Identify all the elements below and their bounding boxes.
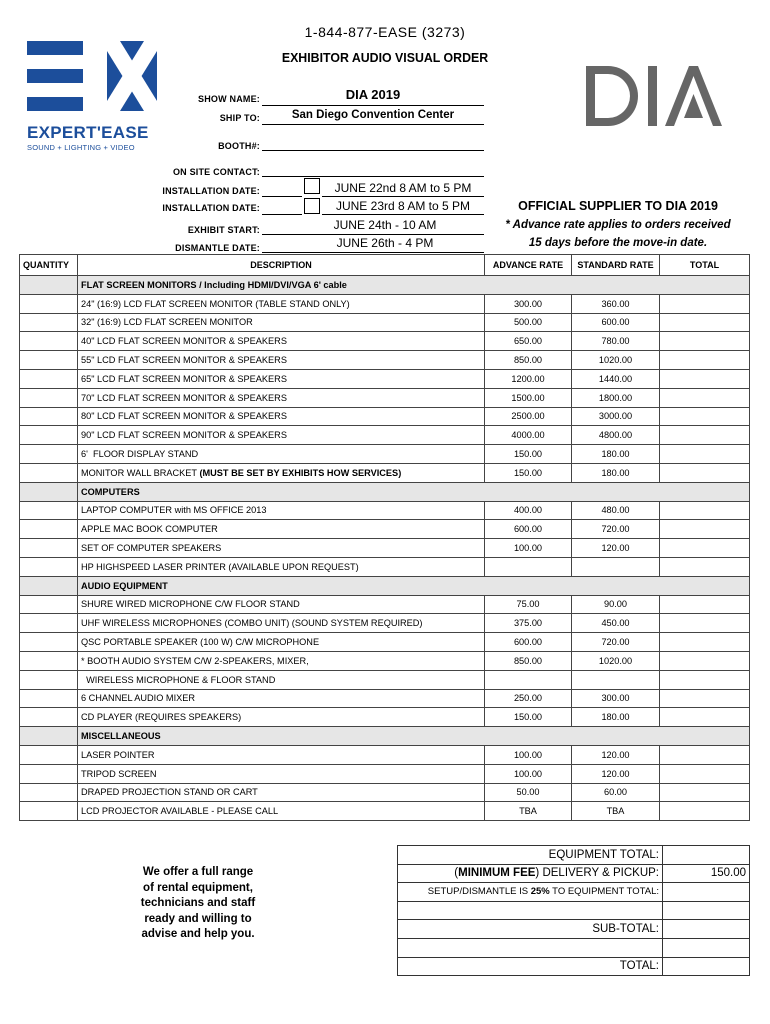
advance-rate-cell: 300.00 (485, 294, 572, 313)
install-date-line-2 (262, 199, 302, 215)
description-cell (78, 764, 485, 783)
category-row (20, 727, 750, 746)
advance-rate-cell: 600.00 (485, 520, 572, 539)
blank-value[interactable] (663, 938, 750, 957)
table-row (20, 369, 750, 388)
table-row (20, 651, 750, 670)
quantity-cell[interactable] (20, 670, 78, 689)
advance-rate-note-1: * Advance rate applies to orders received (505, 219, 731, 231)
standard-rate-cell: 1020.00 (572, 651, 660, 670)
standard-rate-cell: TBA (572, 802, 660, 821)
description-cell (78, 557, 485, 576)
total-cell[interactable] (660, 708, 750, 727)
official-supplier-title: OFFICIAL SUPPLIER TO DIA 2019 (518, 199, 718, 213)
install-date-line-1 (262, 181, 302, 197)
table-row (20, 539, 750, 558)
advance-rate-cell: 4000.00 (485, 426, 572, 445)
standard-rate-cell (572, 557, 660, 576)
standard-rate-cell: 180.00 (572, 708, 660, 727)
standard-rate-cell: 180.00 (572, 445, 660, 464)
quantity-cell[interactable] (20, 689, 78, 708)
table-row (20, 633, 750, 652)
standard-rate-cell: 780.00 (572, 332, 660, 351)
total-cell[interactable] (660, 520, 750, 539)
ship-to-label: SHIP TO: (219, 113, 260, 123)
description-text: 40" LCD FLAT SCREEN MONITOR & SPEAKERS (81, 336, 287, 347)
delivery-value[interactable]: 150.00 (663, 864, 750, 883)
description-cell (78, 313, 485, 332)
quantity-cell[interactable] (20, 388, 78, 407)
installation-date-label: INSTALLATION DATE: (162, 186, 260, 196)
booth-label: BOOTH#: (218, 141, 260, 151)
description-text: 32" (16:9) LCD FLAT SCREEN MONITOR (81, 317, 253, 328)
description-cell (78, 651, 485, 670)
dismantle-date-field (262, 236, 484, 253)
quantity-cell[interactable] (20, 539, 78, 558)
category-spacer (20, 576, 78, 595)
description-text: MONITOR WALL BRACKET (81, 467, 200, 478)
total-cell[interactable] (660, 388, 750, 407)
description-text: UHF WIRELESS MICROPHONES (COMBO UNIT) (SOUND SYSTEM REQUIRED) (81, 618, 423, 629)
quantity-cell[interactable] (20, 520, 78, 539)
total-cell[interactable] (660, 445, 750, 464)
description-cell (78, 539, 485, 558)
blank-value[interactable] (663, 901, 750, 920)
description-cell (78, 670, 485, 689)
expertease-tagline: SOUND + LIGHTING + VIDEO (27, 143, 135, 152)
total-cell[interactable] (660, 764, 750, 783)
standard-rate-cell: 1020.00 (572, 351, 660, 370)
grand-total-value[interactable] (663, 957, 750, 976)
blank-row (398, 938, 750, 957)
total-cell[interactable] (660, 745, 750, 764)
offer-line: advise and help you. (141, 928, 255, 940)
totals-table (397, 845, 750, 976)
setup-label (398, 883, 663, 902)
description-cell (78, 614, 485, 633)
total-cell[interactable] (660, 369, 750, 388)
dismantle-date-value: JUNE 26th - 4 PM (336, 236, 434, 250)
dia-logo (582, 60, 722, 137)
advance-rate-cell (485, 670, 572, 689)
equipment-total-row (398, 846, 750, 865)
total-cell[interactable] (660, 651, 750, 670)
advance-rate-cell: 150.00 (485, 445, 572, 464)
description-text: 55" LCD FLAT SCREEN MONITOR & SPEAKERS (81, 355, 287, 366)
phone-number: 1-844-877-EASE (3273) (304, 24, 466, 40)
advance-rate-cell: 400.00 (485, 501, 572, 520)
description-text: 24" (16:9) LCD FLAT SCREEN MONITOR (TABLE STAND ONLY) (81, 298, 350, 309)
description-text: APPLE MAC BOOK COMPUTER (81, 524, 218, 535)
exhibit-start-value: JUNE 24th - 10 AM (333, 218, 437, 232)
dia-logo-icon (582, 60, 722, 132)
advance-rate-cell: 100.00 (485, 764, 572, 783)
expertease-name: EXPERT'EASE (27, 123, 149, 142)
total-cell[interactable] (660, 313, 750, 332)
description-header: DESCRIPTION (78, 255, 485, 276)
total-cell[interactable] (660, 595, 750, 614)
exhibit-start-field (262, 218, 484, 235)
total-cell[interactable] (660, 783, 750, 802)
description-text: HP HIGHSPEED LASER PRINTER (AVAILABLE UPON REQUEST) (81, 561, 359, 572)
blank-cell (398, 901, 663, 920)
total-cell[interactable] (660, 670, 750, 689)
subtotal-row (398, 920, 750, 939)
description-cell (78, 802, 485, 821)
total-cell[interactable] (660, 463, 750, 482)
quantity-cell[interactable] (20, 426, 78, 445)
offer-line: ready and willing to (144, 912, 252, 925)
description-text: CD PLAYER (REQUIRES SPEAKERS) (81, 712, 242, 723)
standard-rate-cell (572, 670, 660, 689)
description-cell (78, 463, 485, 482)
quantity-cell[interactable] (20, 595, 78, 614)
booth-field[interactable] (262, 134, 484, 151)
advance-rate-cell: 850.00 (485, 351, 572, 370)
standard-rate-cell: 1440.00 (572, 369, 660, 388)
subtotal-value[interactable] (663, 920, 750, 939)
delivery-row (398, 864, 750, 883)
description-cell (78, 351, 485, 370)
category-label: AUDIO EQUIPMENT (78, 576, 750, 595)
advance-rate-cell: TBA (485, 802, 572, 821)
subtotal-label: SUB-TOTAL: (398, 920, 663, 939)
table-row (20, 670, 750, 689)
description-text: 80" LCD FLAT SCREEN MONITOR & SPEAKERS (81, 411, 287, 422)
description-text: 6 CHANNEL AUDIO MIXER (81, 693, 196, 704)
show-name-field[interactable]: DIA 2019 (262, 87, 484, 106)
quantity-cell[interactable] (20, 783, 78, 802)
description-cell (78, 520, 485, 539)
table-row (20, 557, 750, 576)
quantity-cell[interactable] (20, 614, 78, 633)
ship-to-field[interactable]: San Diego Convention Center (262, 109, 484, 125)
standard-rate-cell: 180.00 (572, 463, 660, 482)
description-cell (78, 689, 485, 708)
description-text: QSC PORTABLE SPEAKER (100 W) C/W MICROPHONE (81, 637, 320, 648)
equipment-total-label: EQUIPMENT TOTAL: (398, 846, 663, 865)
description-cell (78, 332, 485, 351)
offer-text (128, 865, 268, 943)
advance-rate-cell: 100.00 (485, 539, 572, 558)
standard-rate-cell: 120.00 (572, 539, 660, 558)
table-row (20, 802, 750, 821)
delivery-label (398, 864, 663, 883)
table-row (20, 783, 750, 802)
total-cell[interactable] (660, 557, 750, 576)
category-label: MISCELLANEOUS (78, 727, 750, 746)
table-row (20, 445, 750, 464)
description-note: (MUST BE SET BY EXHIBITS HOW SERVICES) (199, 467, 402, 478)
total-cell[interactable] (660, 689, 750, 708)
order-table-body (20, 276, 750, 821)
standard-rate-cell: 300.00 (572, 689, 660, 708)
document-title: EXHIBITOR AUDIO VISUAL ORDER (281, 50, 489, 65)
description-cell (78, 501, 485, 520)
description-cell (78, 426, 485, 445)
standard-rate-cell: 3000.00 (572, 407, 660, 426)
grand-total-label: TOTAL: (398, 957, 663, 976)
description-text: * BOOTH AUDIO SYSTEM C/W 2-SPEAKERS, MIXER, (81, 655, 309, 666)
table-row (20, 595, 750, 614)
description-cell (78, 745, 485, 764)
description-text: 65" LCD FLAT SCREEN MONITOR & SPEAKERS (81, 373, 287, 384)
description-text: TRIPOD SCREEN (81, 768, 157, 779)
description-text: WIRELESS MICROPHONE & FLOOR STAND (81, 674, 276, 685)
standard-rate-cell: 4800.00 (572, 426, 660, 445)
table-row (20, 764, 750, 783)
installation-date-label-2: INSTALLATION DATE: (162, 203, 260, 213)
table-row (20, 745, 750, 764)
table-row (20, 332, 750, 351)
quantity-cell[interactable] (20, 557, 78, 576)
exhibit-start-label: EXHIBIT START: (187, 225, 260, 235)
advance-rate-cell: 500.00 (485, 313, 572, 332)
total-cell[interactable] (660, 501, 750, 520)
table-row (20, 426, 750, 445)
description-cell (78, 369, 485, 388)
category-row (20, 276, 750, 295)
setup-row (398, 883, 750, 902)
description-cell (78, 783, 485, 802)
install-option-1: JUNE 22nd 8 AM to 5 PM (322, 181, 484, 197)
minimum-fee-text: MINIMUM FEE (458, 867, 536, 880)
order-table (19, 254, 750, 821)
description-text: 6' FLOOR DISPLAY STAND (81, 449, 199, 460)
install-option-1-checkbox[interactable] (304, 178, 320, 194)
total-cell[interactable] (660, 426, 750, 445)
total-cell[interactable] (660, 294, 750, 313)
quantity-cell[interactable] (20, 501, 78, 520)
category-label: FLAT SCREEN MONITORS / Including HDMI/DVI/VGA 6' cable (78, 276, 750, 295)
total-cell[interactable] (660, 802, 750, 821)
total-cell[interactable] (660, 539, 750, 558)
description-cell (78, 445, 485, 464)
show-name-label: SHOW NAME: (198, 94, 260, 104)
description-text: LCD PROJECTOR AVAILABLE - PLEASE CALL (81, 806, 279, 817)
advance-rate-cell (485, 557, 572, 576)
quantity-cell[interactable] (20, 445, 78, 464)
advance-rate-cell: 375.00 (485, 614, 572, 633)
standard-rate-cell: 120.00 (572, 745, 660, 764)
delivery-label-pre: ( (454, 867, 459, 880)
quantity-cell[interactable] (20, 764, 78, 783)
equipment-total-value[interactable] (663, 846, 750, 865)
standard-rate-cell: 1800.00 (572, 388, 660, 407)
quantity-cell[interactable] (20, 802, 78, 821)
category-row (20, 576, 750, 595)
quantity-cell[interactable] (20, 463, 78, 482)
install-option-2: JUNE 23rd 8 AM to 5 PM (322, 199, 484, 215)
standard-rate-header: STANDARD RATE (572, 255, 660, 276)
description-text: LAPTOP COMPUTER with MS OFFICE 2013 (81, 505, 267, 516)
category-spacer (20, 276, 78, 295)
advance-rate-cell: 850.00 (485, 651, 572, 670)
advance-rate-cell: 150.00 (485, 463, 572, 482)
advance-rate-cell: 2500.00 (485, 407, 572, 426)
quantity-cell[interactable] (20, 708, 78, 727)
description-cell (78, 595, 485, 614)
table-row (20, 463, 750, 482)
quantity-cell[interactable] (20, 407, 78, 426)
setup-percent: 25% (530, 886, 550, 898)
expertease-logo (27, 41, 162, 153)
category-spacer (20, 482, 78, 501)
total-cell[interactable] (660, 633, 750, 652)
offer-line: of rental equipment, (143, 881, 253, 894)
quantity-cell[interactable] (20, 369, 78, 388)
description-cell (78, 407, 485, 426)
table-row (20, 351, 750, 370)
quantity-cell[interactable] (20, 294, 78, 313)
table-row (20, 294, 750, 313)
setup-label-post: TO EQUIPMENT TOTAL: (549, 886, 659, 898)
quantity-cell[interactable] (20, 651, 78, 670)
table-row (20, 708, 750, 727)
description-cell (78, 294, 485, 313)
standard-rate-cell: 720.00 (572, 520, 660, 539)
description-text: 90" LCD FLAT SCREEN MONITOR & SPEAKERS (81, 430, 287, 441)
advance-rate-cell: 250.00 (485, 689, 572, 708)
quantity-cell[interactable] (20, 351, 78, 370)
advance-rate-header: ADVANCE RATE (485, 255, 572, 276)
standard-rate-cell: 90.00 (572, 595, 660, 614)
standard-rate-cell: 480.00 (572, 501, 660, 520)
standard-rate-cell: 60.00 (572, 783, 660, 802)
total-cell[interactable] (660, 351, 750, 370)
standard-rate-cell: 720.00 (572, 633, 660, 652)
description-text: DRAPED PROJECTION STAND OR CART (81, 787, 258, 798)
onsite-contact-label: ON SITE CONTACT: (172, 167, 260, 177)
description-cell (78, 708, 485, 727)
advance-rate-cell: 1200.00 (485, 369, 572, 388)
grand-total-row (398, 957, 750, 976)
advance-rate-cell: 100.00 (485, 745, 572, 764)
dismantle-date-label: DISMANTLE DATE: (175, 243, 260, 253)
advance-rate-cell: 50.00 (485, 783, 572, 802)
blank-row (398, 901, 750, 920)
blank-cell (398, 938, 663, 957)
quantity-header: QUANTITY (20, 255, 78, 276)
description-cell (78, 388, 485, 407)
offer-line: We offer a full range (142, 866, 254, 878)
table-row (20, 614, 750, 633)
total-cell[interactable] (660, 407, 750, 426)
quantity-cell[interactable] (20, 332, 78, 351)
description-cell (78, 633, 485, 652)
onsite-contact-field[interactable] (262, 161, 484, 177)
table-row (20, 407, 750, 426)
setup-label-pre: SETUP/DISMANTLE IS (427, 886, 531, 898)
table-header-row (20, 255, 750, 276)
category-row (20, 482, 750, 501)
total-header: TOTAL (660, 255, 750, 276)
advance-rate-cell: 600.00 (485, 633, 572, 652)
quantity-cell[interactable] (20, 633, 78, 652)
standard-rate-cell: 600.00 (572, 313, 660, 332)
category-label: COMPUTERS (78, 482, 750, 501)
description-text: LASER POINTER (81, 749, 155, 760)
table-row (20, 313, 750, 332)
category-spacer (20, 727, 78, 746)
setup-value[interactable] (663, 883, 750, 902)
install-option-2-checkbox[interactable] (304, 198, 320, 214)
description-text: 70" LCD FLAT SCREEN MONITOR & SPEAKERS (81, 392, 287, 403)
delivery-label-post: ) DELIVERY & PICKUP: (535, 867, 659, 880)
advance-rate-cell: 150.00 (485, 708, 572, 727)
total-cell[interactable] (660, 332, 750, 351)
table-row (20, 501, 750, 520)
quantity-cell[interactable] (20, 313, 78, 332)
standard-rate-cell: 120.00 (572, 764, 660, 783)
description-text: SHURE WIRED MICROPHONE C/W FLOOR STAND (81, 599, 300, 610)
advance-rate-cell: 650.00 (485, 332, 572, 351)
quantity-cell[interactable] (20, 745, 78, 764)
total-cell[interactable] (660, 614, 750, 633)
standard-rate-cell: 360.00 (572, 294, 660, 313)
table-row (20, 520, 750, 539)
advance-rate-note-2: 15 days before the move-in date. (528, 237, 708, 249)
offer-line: technicians and staff (140, 897, 256, 909)
advance-rate-cell: 1500.00 (485, 388, 572, 407)
table-row (20, 388, 750, 407)
description-text: SET OF COMPUTER SPEAKERS (81, 543, 222, 554)
table-row (20, 689, 750, 708)
advance-rate-cell: 75.00 (485, 595, 572, 614)
standard-rate-cell: 450.00 (572, 614, 660, 633)
expertease-mark-icon (27, 41, 157, 116)
